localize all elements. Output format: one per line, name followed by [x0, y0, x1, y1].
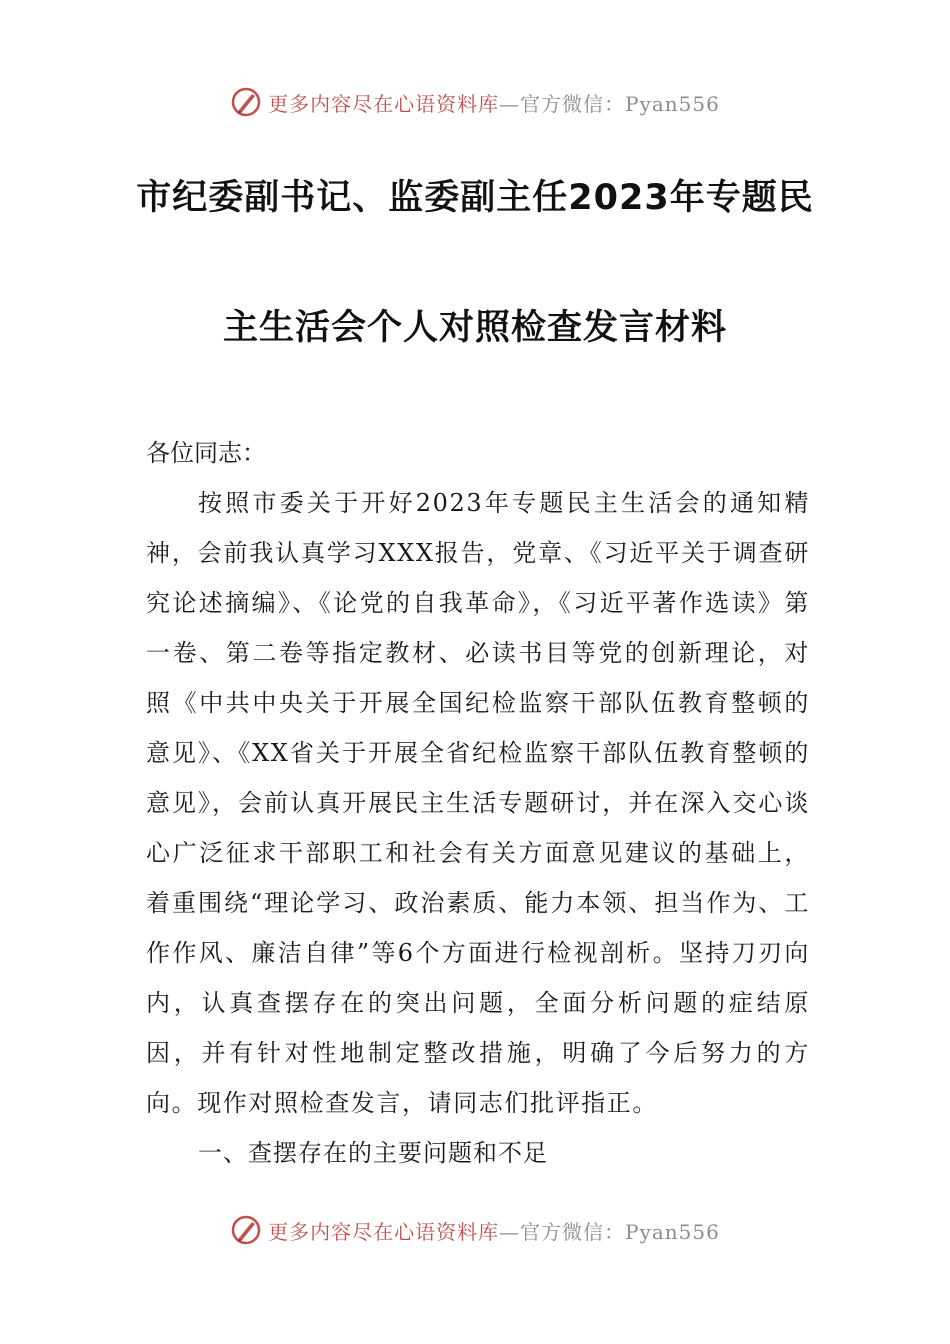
watermark-header — [0, 82, 950, 122]
watermark-text: 更多内容尽在心语资料库—官方微信：Pyan556 — [268, 1219, 720, 1244]
pen-logo-icon — [230, 1214, 262, 1246]
body-paragraph: 按照市委关于开好2023年专题民主生活会的通知精神，会前我认真学习XXX报告，党章、《习近平关于调查研究论述摘编》、《论党的自我革命》，《习近平著作选读》第一卷、第二卷等指定教材、必读书目等党的创新理论，对照《中共中央关于开展全国纪检监察干部队伍教育整顿的意见》、《XX省关于开展全省纪检监察干部队伍教育整顿的意见》，会前认真开展民主生活专题研讨，并在深入交心谈心广泛征求干部职工和社会有关方面意见建议的基础上，着重围绕“理论学习、政治素质、能力本领、担当作为、工作作风、廉洁自律”等6个方面进行检视剖析。坚持刀刃向内，认真查摆存在的突出问题，全面分析问题的症结原因，并有针对性地制定整改措施，明确了今后努力的方向。现作对照检查发言，请同志们批评指正。 — [146, 489, 810, 1117]
watermark-text: 更多内容尽在心语资料库—官方微信：Pyan556 — [268, 91, 720, 116]
document-title-line-1: 市纪委副书记、监委副主任2023年专题民 — [136, 178, 814, 218]
section-heading: 一、查摆存在的主要问题和不足 — [198, 1139, 548, 1167]
watermark-footer — [0, 1210, 950, 1250]
pen-logo-icon — [230, 86, 262, 118]
salutation: 各位同志： — [146, 439, 266, 467]
document-title-line-2: 主生活会个人对照检查发言材料 — [222, 308, 727, 348]
